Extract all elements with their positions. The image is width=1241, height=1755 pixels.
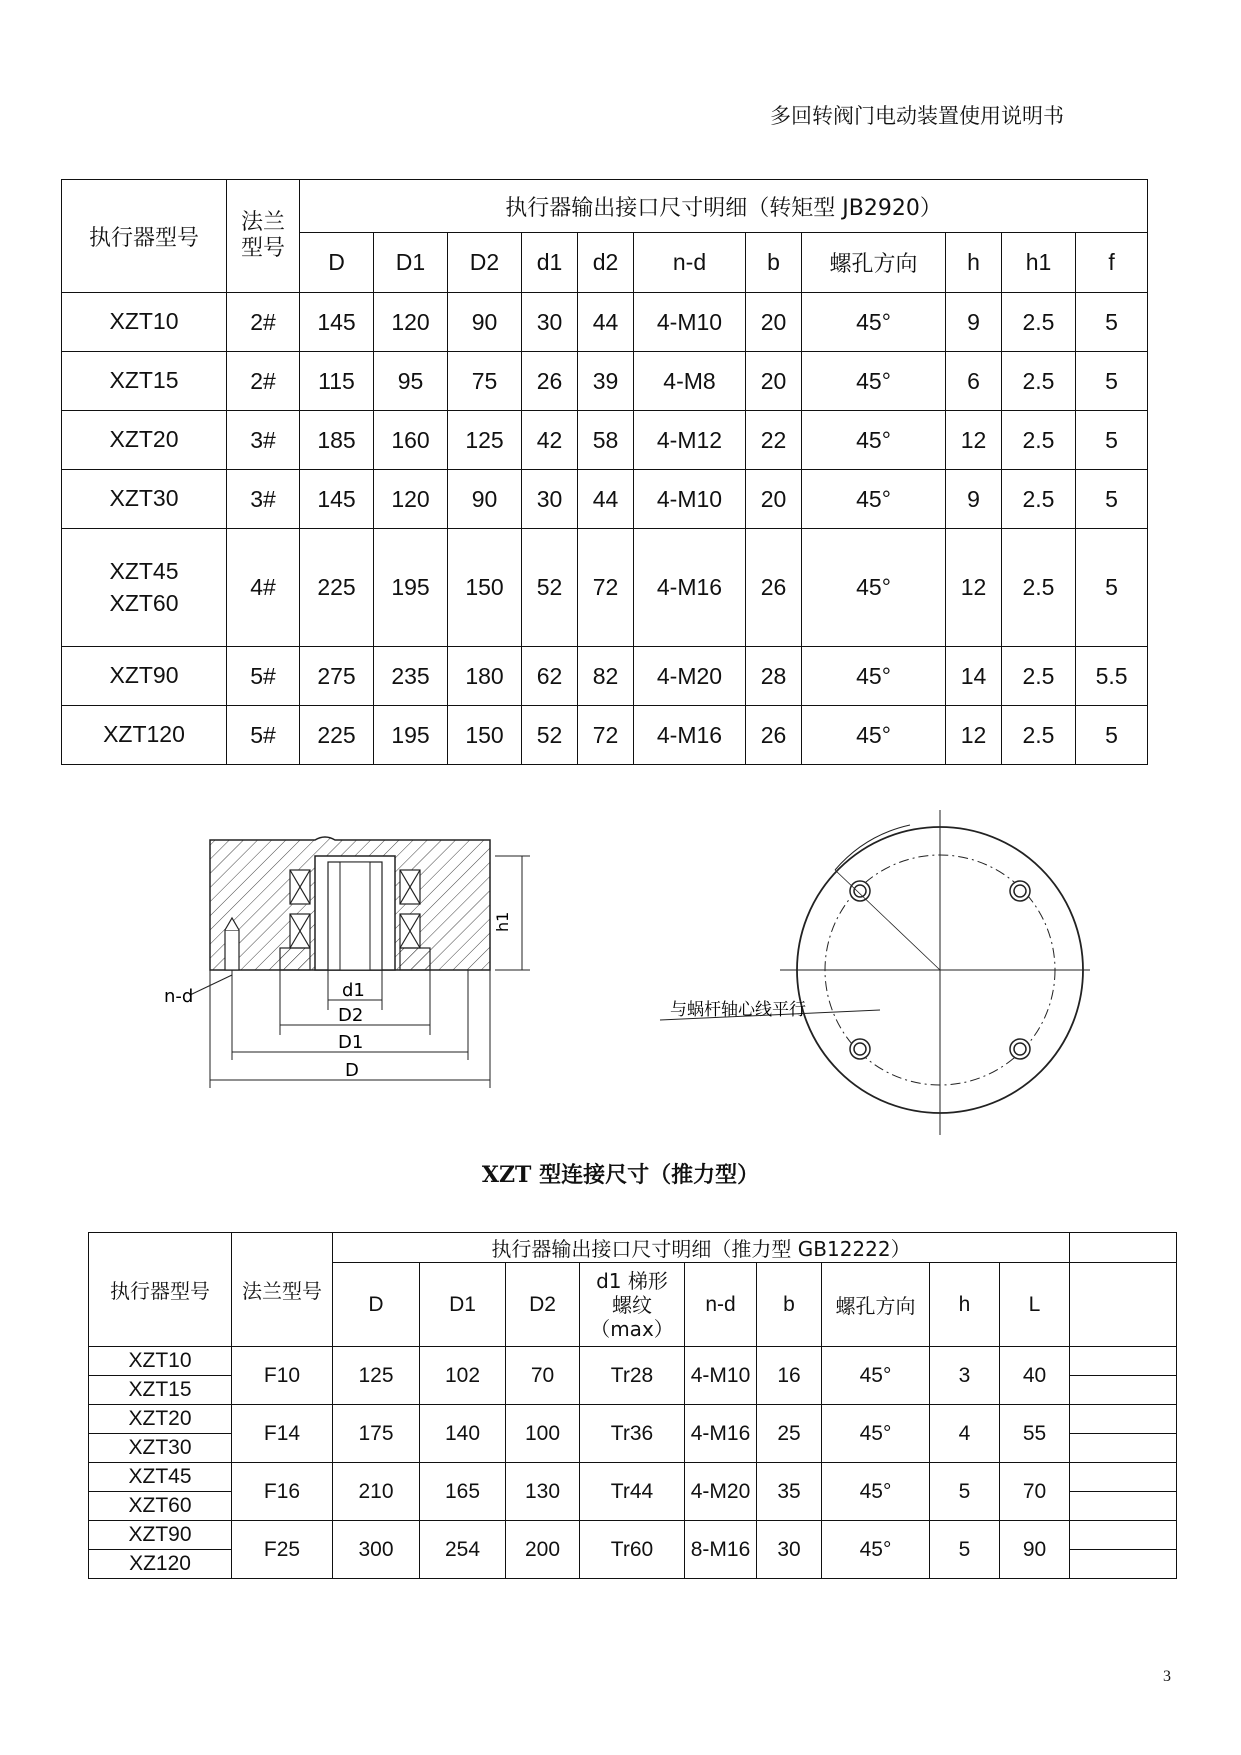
torque-value-cell: 26 (746, 706, 802, 765)
thrust-model-cell: XZT60 (89, 1492, 232, 1521)
torque-value-cell: 225 (300, 529, 374, 647)
thrust-value-cell: 45° (822, 1463, 930, 1521)
torque-value-cell: 26 (522, 352, 578, 411)
torque-value-cell: 90 (448, 470, 522, 529)
thrust-flange-cell: F14 (232, 1405, 333, 1463)
page-number: 3 (1163, 1668, 1171, 1685)
torque-value-cell: 120 (374, 470, 448, 529)
torque-value-cell: 42 (522, 411, 578, 470)
torque-value-cell: 5 (1076, 706, 1148, 765)
thrust-model-cell: XZT20 (89, 1405, 232, 1434)
torque-value-cell: 45° (802, 411, 946, 470)
torque-value-cell: 2.5 (1002, 529, 1076, 647)
thrust-value-cell: 16 (757, 1347, 822, 1405)
thrust-col-header: D (333, 1263, 420, 1347)
torque-value-cell: 45° (802, 706, 946, 765)
thrust-value-cell: 140 (420, 1405, 506, 1463)
torque-flange-cell: 3# (227, 411, 300, 470)
torque-table-row (62, 706, 1148, 765)
thrust-flange-cell: F16 (232, 1463, 333, 1521)
thrust-value-cell: Tr28 (580, 1347, 685, 1405)
thrust-extra-cell (1070, 1434, 1177, 1463)
thrust-value-cell: 4-M10 (685, 1347, 757, 1405)
torque-value-cell: 95 (374, 352, 448, 411)
torque-value-cell: 4-M8 (634, 352, 746, 411)
torque-col-header: D (300, 233, 374, 293)
torque-value-cell: 72 (578, 529, 634, 647)
torque-value-cell: 44 (578, 293, 634, 352)
torque-model-cell: XZT90 (62, 647, 227, 706)
thrust-model-cell: XZT10 (89, 1347, 232, 1376)
label-nd: n-d (164, 986, 194, 1007)
torque-value-cell: 275 (300, 647, 374, 706)
thrust-table-row (89, 1521, 1177, 1550)
thrust-col-flange-header: 法兰型号 (232, 1233, 333, 1347)
thrust-extra-cell (1070, 1492, 1177, 1521)
torque-value-cell: 22 (746, 411, 802, 470)
thrust-value-cell: Tr60 (580, 1521, 685, 1579)
torque-value-cell: 180 (448, 647, 522, 706)
thrust-value-cell: 4 (930, 1405, 1000, 1463)
thrust-value-cell: Tr36 (580, 1405, 685, 1463)
thrust-flange-cell: F25 (232, 1521, 333, 1579)
torque-value-cell: 62 (522, 647, 578, 706)
thrust-value-cell: 5 (930, 1463, 1000, 1521)
torque-col-header: b (746, 233, 802, 293)
thrust-value-cell: 254 (420, 1521, 506, 1579)
thrust-value-cell: 40 (1000, 1347, 1070, 1405)
torque-col-header: d2 (578, 233, 634, 293)
thrust-col-header: L (1000, 1263, 1070, 1347)
torque-value-cell: 12 (946, 706, 1002, 765)
torque-col-header: d1 (522, 233, 578, 293)
torque-model-cell: XZT45 XZT60 (62, 529, 227, 647)
torque-value-cell: 20 (746, 293, 802, 352)
thrust-extra-cell (1070, 1521, 1177, 1550)
thrust-model-cell: XZT15 (89, 1376, 232, 1405)
torque-value-cell: 52 (522, 529, 578, 647)
torque-value-cell: 2.5 (1002, 470, 1076, 529)
torque-value-cell: 115 (300, 352, 374, 411)
torque-value-cell: 4-M16 (634, 706, 746, 765)
thrust-value-cell: 100 (506, 1405, 580, 1463)
thrust-value-cell: 45° (822, 1521, 930, 1579)
torque-model-cell: XZT10 (62, 293, 227, 352)
torque-table-row (62, 470, 1148, 529)
torque-col-header: f (1076, 233, 1148, 293)
torque-col-header: h (946, 233, 1002, 293)
label-D1: D1 (338, 1032, 364, 1053)
thrust-extra-cell (1070, 1463, 1177, 1492)
thrust-value-cell: 8-M16 (685, 1521, 757, 1579)
thrust-model-cell: XZT90 (89, 1521, 232, 1550)
torque-flange-cell: 5# (227, 706, 300, 765)
torque-model-cell: XZT120 (62, 706, 227, 765)
torque-value-cell: 6 (946, 352, 1002, 411)
torque-value-cell: 145 (300, 293, 374, 352)
thrust-value-cell: 3 (930, 1347, 1000, 1405)
torque-value-cell: 4-M12 (634, 411, 746, 470)
torque-col-header: 螺孔方向 (802, 233, 946, 293)
torque-value-cell: 4-M16 (634, 529, 746, 647)
torque-table-row (62, 647, 1148, 706)
torque-spec-table (61, 179, 1148, 765)
thrust-col-header: b (757, 1263, 822, 1347)
torque-value-cell: 45° (802, 293, 946, 352)
thrust-header-row (89, 1233, 1177, 1263)
thrust-value-cell: 90 (1000, 1521, 1070, 1579)
torque-table-row (62, 529, 1148, 647)
thrust-flange-cell: F10 (232, 1347, 333, 1405)
thrust-value-cell: 165 (420, 1463, 506, 1521)
torque-value-cell: 4-M20 (634, 647, 746, 706)
torque-header-row (62, 180, 1148, 233)
thrust-col-header: D2 (506, 1263, 580, 1347)
torque-value-cell: 5.5 (1076, 647, 1148, 706)
torque-value-cell: 45° (802, 470, 946, 529)
torque-flange-cell: 2# (227, 293, 300, 352)
torque-value-cell: 125 (448, 411, 522, 470)
thrust-value-cell: 5 (930, 1521, 1000, 1579)
torque-value-cell: 195 (374, 706, 448, 765)
torque-table-row (62, 293, 1148, 352)
torque-value-cell: 145 (300, 470, 374, 529)
torque-value-cell: 2.5 (1002, 647, 1076, 706)
parallel-note-label: 与蜗杆轴心线平行 (670, 1000, 806, 1020)
torque-value-cell: 5 (1076, 352, 1148, 411)
thrust-col-model-header: 执行器型号 (89, 1233, 232, 1347)
thrust-model-cell: XZT45 (89, 1463, 232, 1492)
torque-value-cell: 195 (374, 529, 448, 647)
torque-model-cell: XZT20 (62, 411, 227, 470)
section-view-drawing (150, 820, 570, 1100)
torque-value-cell: 5 (1076, 411, 1148, 470)
torque-model-cell: XZT30 (62, 470, 227, 529)
torque-col-header: D1 (374, 233, 448, 293)
torque-value-cell: 9 (946, 293, 1002, 352)
torque-value-cell: 45° (802, 529, 946, 647)
torque-value-cell: 2.5 (1002, 411, 1076, 470)
torque-table-row (62, 411, 1148, 470)
flange-top-view-drawing (650, 810, 1100, 1140)
thrust-value-cell: 210 (333, 1463, 420, 1521)
thrust-table-row (89, 1347, 1177, 1376)
torque-value-cell: 12 (946, 529, 1002, 647)
thrust-model-cell: XZ120 (89, 1550, 232, 1579)
torque-value-cell: 52 (522, 706, 578, 765)
thrust-extra-col-cell (1070, 1263, 1177, 1347)
torque-value-cell: 2.5 (1002, 706, 1076, 765)
thrust-value-cell: 45° (822, 1347, 930, 1405)
thrust-col-header: h (930, 1263, 1000, 1347)
torque-flange-cell: 5# (227, 647, 300, 706)
thrust-value-cell: 300 (333, 1521, 420, 1579)
torque-value-cell: 4-M10 (634, 470, 746, 529)
thrust-model-cell: XZT30 (89, 1434, 232, 1463)
torque-col-flange-header: 法兰 型号 (227, 180, 300, 293)
thrust-value-cell: 200 (506, 1521, 580, 1579)
thrust-section-caption: XZT 型连接尺寸（推力型） (481, 1162, 760, 1188)
torque-col-header: n-d (634, 233, 746, 293)
torque-value-cell: 120 (374, 293, 448, 352)
thrust-value-cell: 175 (333, 1405, 420, 1463)
thrust-table-row (89, 1405, 1177, 1434)
document-header-title: 多回转阀门电动装置使用说明书 (770, 104, 1064, 128)
torque-value-cell: 45° (802, 352, 946, 411)
label-d1: d1 (342, 980, 365, 1001)
torque-value-cell: 150 (448, 529, 522, 647)
torque-col-header: D2 (448, 233, 522, 293)
thrust-group-header: 执行器输出接口尺寸明细（推力型 GB12222） (333, 1233, 1070, 1263)
torque-value-cell: 58 (578, 411, 634, 470)
thrust-col-header: n-d (685, 1263, 757, 1347)
torque-value-cell: 5 (1076, 470, 1148, 529)
torque-value-cell: 30 (522, 470, 578, 529)
thrust-value-cell: 25 (757, 1405, 822, 1463)
thrust-col-header: 螺孔方向 (822, 1263, 930, 1347)
torque-table-row (62, 352, 1148, 411)
torque-value-cell: 9 (946, 470, 1002, 529)
torque-value-cell: 2.5 (1002, 352, 1076, 411)
thrust-value-cell: 4-M16 (685, 1405, 757, 1463)
thrust-table-row (89, 1463, 1177, 1492)
torque-model-cell: XZT15 (62, 352, 227, 411)
torque-value-cell: 82 (578, 647, 634, 706)
torque-value-cell: 44 (578, 470, 634, 529)
torque-value-cell: 72 (578, 706, 634, 765)
torque-value-cell: 225 (300, 706, 374, 765)
torque-flange-cell: 4# (227, 529, 300, 647)
label-D2: D2 (338, 1005, 364, 1026)
torque-value-cell: 20 (746, 470, 802, 529)
thrust-col-header: d1 梯形 螺纹 （max） (580, 1263, 685, 1347)
torque-flange-cell: 3# (227, 470, 300, 529)
thrust-value-cell: 35 (757, 1463, 822, 1521)
torque-value-cell: 90 (448, 293, 522, 352)
torque-value-cell: 45° (802, 647, 946, 706)
thrust-value-cell: 70 (1000, 1463, 1070, 1521)
thrust-value-cell: 70 (506, 1347, 580, 1405)
torque-value-cell: 235 (374, 647, 448, 706)
torque-col-model-header: 执行器型号 (62, 180, 227, 293)
thrust-value-cell: 130 (506, 1463, 580, 1521)
torque-value-cell: 75 (448, 352, 522, 411)
torque-value-cell: 160 (374, 411, 448, 470)
thrust-col-header: D1 (420, 1263, 506, 1347)
thrust-extra-cell (1070, 1405, 1177, 1434)
torque-value-cell: 185 (300, 411, 374, 470)
torque-group-header: 执行器输出接口尺寸明细（转矩型 JB2920） (300, 180, 1148, 233)
thrust-value-cell: 55 (1000, 1405, 1070, 1463)
torque-col-header: h1 (1002, 233, 1076, 293)
torque-value-cell: 150 (448, 706, 522, 765)
thrust-value-cell: 45° (822, 1405, 930, 1463)
thrust-spec-table (88, 1232, 1177, 1579)
thrust-extra-cell (1070, 1376, 1177, 1405)
torque-value-cell: 2.5 (1002, 293, 1076, 352)
thrust-value-cell: Tr44 (580, 1463, 685, 1521)
thrust-extra-cell (1070, 1550, 1177, 1579)
thrust-value-cell: 125 (333, 1347, 420, 1405)
torque-flange-cell: 2# (227, 352, 300, 411)
label-D: D (345, 1060, 359, 1081)
label-h1: h1 (493, 911, 512, 932)
torque-value-cell: 4-M10 (634, 293, 746, 352)
torque-value-cell: 5 (1076, 529, 1148, 647)
thrust-value-cell: 102 (420, 1347, 506, 1405)
thrust-value-cell: 4-M20 (685, 1463, 757, 1521)
torque-value-cell: 14 (946, 647, 1002, 706)
torque-value-cell: 5 (1076, 293, 1148, 352)
thrust-value-cell: 30 (757, 1521, 822, 1579)
torque-value-cell: 28 (746, 647, 802, 706)
torque-value-cell: 30 (522, 293, 578, 352)
thrust-extra-cell (1070, 1347, 1177, 1376)
torque-value-cell: 20 (746, 352, 802, 411)
torque-value-cell: 26 (746, 529, 802, 647)
thrust-extra-header-cell (1070, 1233, 1177, 1263)
torque-value-cell: 39 (578, 352, 634, 411)
torque-value-cell: 12 (946, 411, 1002, 470)
